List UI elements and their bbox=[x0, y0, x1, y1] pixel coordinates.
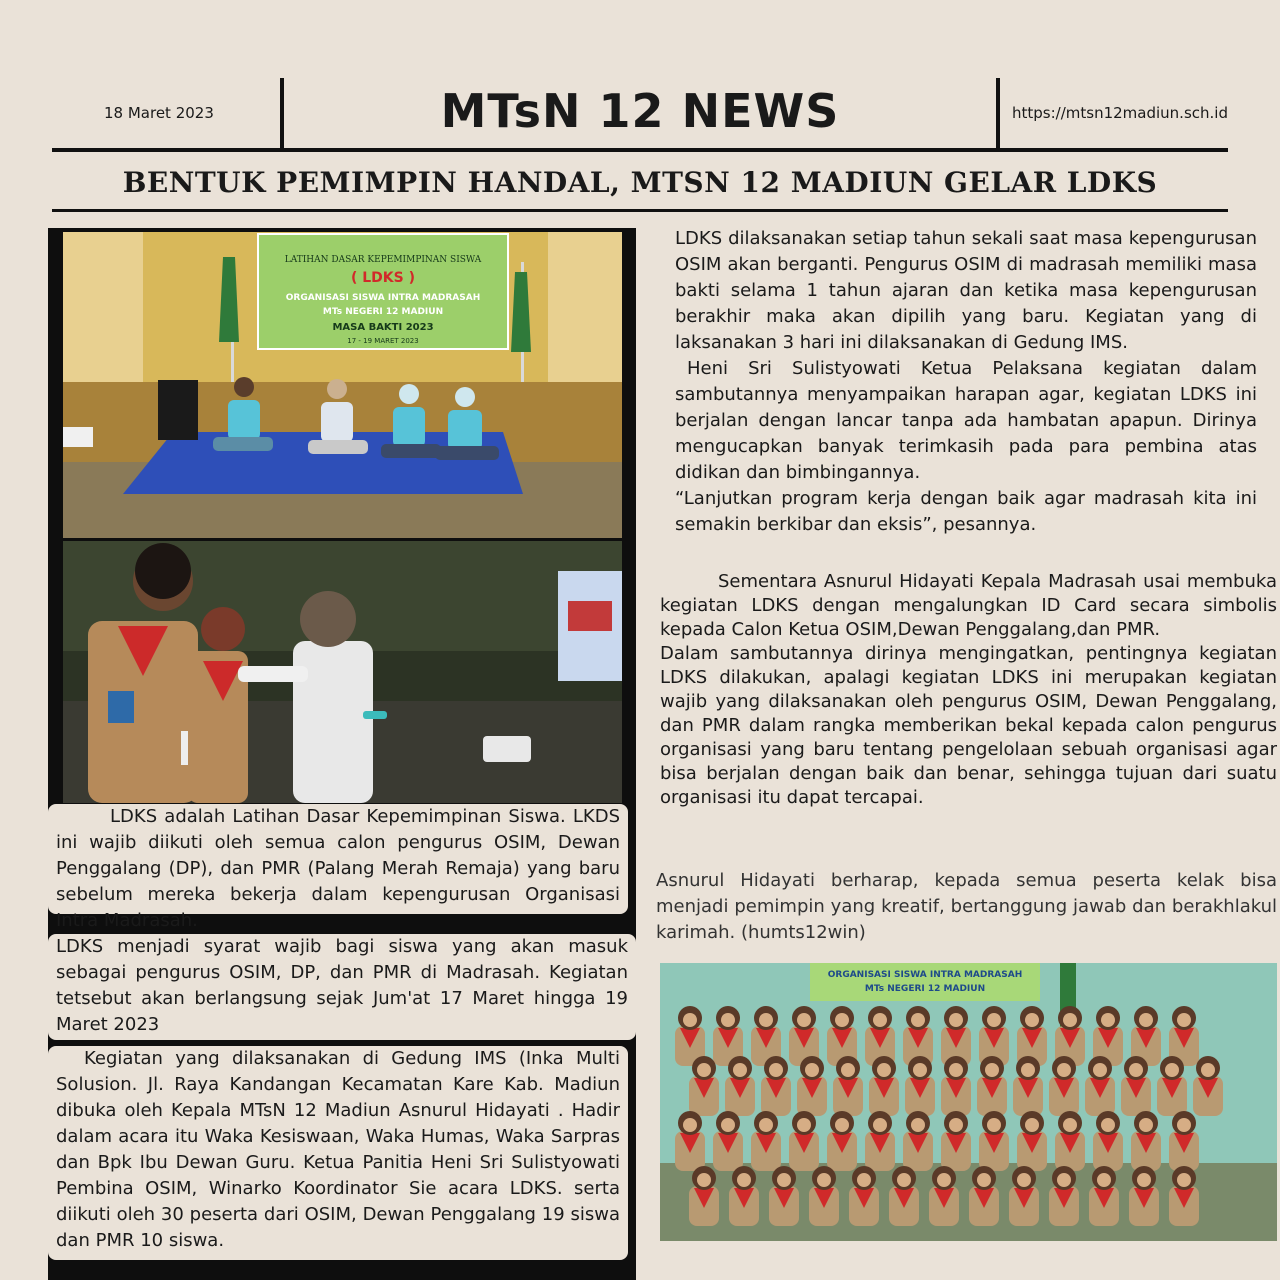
masthead-divider-left bbox=[280, 78, 284, 150]
masthead-divider-right bbox=[996, 78, 1000, 150]
right-text-block-1 bbox=[675, 226, 1257, 538]
right-paragraph-2: Heni Sri Sulistyowati Ketua Pelaksana kegiatan dalam sambutannya menyampaikan harapan agar, kegiatan LDKS ini berjalan dengan lancar tanpa ada hambatan apapun. Dirinya mengucapkan banyak terimkasih pada para pembina atas didikan dan bimbingannya. bbox=[675, 358, 1257, 483]
right-paragraph-3: “Lanjutkan program kerja dengan baik agar madrasah kita ini semakin berkibar dan eksis”, pesannya. bbox=[675, 488, 1257, 535]
banner-line-3: ORGANISASI SISWA INTRA MADRASAH bbox=[285, 293, 481, 303]
photo-id-card-ceremony bbox=[63, 541, 622, 803]
issue-date: 18 Maret 2023 bbox=[104, 104, 214, 122]
right-text-block-2 bbox=[660, 570, 1277, 810]
left-paragraph-2: LDKS menjadi syarat wajib bagi siswa yang akan masuk sebagai pengurus OSIM, DP, dan PMR di Madrasah. Kegiatan tetsebut akan berlangsung sejak Jum'at 17 Maret hingga 19 Maret 2023 bbox=[56, 936, 628, 1035]
website-url: https://mtsn12madiun.sch.id bbox=[1012, 104, 1228, 122]
article-headline: BENTUK PEMIMPIN HANDAL, MTSN 12 MADIUN GELAR LDKS bbox=[122, 166, 1158, 199]
photo-group-participants bbox=[660, 963, 1277, 1241]
banner-line-5: MASA BAKTI 2023 bbox=[332, 322, 434, 333]
masthead-rule bbox=[52, 148, 1228, 152]
banner-line-1: LATIHAN DASAR KEPEMIMPINAN SISWA bbox=[284, 255, 482, 265]
photo-stage-opening bbox=[63, 232, 622, 538]
group-banner-line-1: ORGANISASI SISWA INTRA MADRASAH bbox=[827, 970, 1023, 980]
left-text-box-1b bbox=[48, 934, 636, 1040]
left-paragraph-3: Kegiatan yang dilaksanakan di Gedung IMS (Inka Multi Solusion. Jl. Raya Kandangan Kecamatan Kare Kab. Madiun dibuka oleh Kepala MTsN 12 Madiun Asnurul Hidayati . Hadir dalam acara itu Waka Kesiswaan, Waka Humas, Waka Sarpras dan Bpk Ibu Dewan Guru. Ketua Panitia Heni Sri Sulistyowati Pembina OSIM, Winarko Koordinator Sie acara LDKS. serta diikuti oleh 30 peserta dari OSIM, Dewan Penggalang 19 siswa dan PMR 10 siswa. bbox=[56, 1048, 620, 1251]
right-paragraph-6: Asnurul Hidayati berharap, kepada semua peserta kelak bisa menjadi pemimpin yang kreatif, bertanggung jawab dan berakhlakul karimah. (humts12win) bbox=[656, 870, 1277, 943]
banner-line-4: MTs NEGERI 12 MADIUN bbox=[322, 307, 444, 317]
group-banner-line-2: MTs NEGERI 12 MADIUN bbox=[864, 984, 986, 994]
left-text-box-2 bbox=[48, 1046, 628, 1260]
left-text-box-1 bbox=[48, 804, 628, 931]
headline-rule bbox=[52, 209, 1228, 212]
right-paragraph-1: LDKS dilaksanakan setiap tahun sekali saat masa kepengurusan OSIM akan berganti. Pengurus OSIM di madrasah memiliki masa bakti selama 1 tahun ajaran dan ketika masa kepengurusan berakhir maka akan dipilih yang baru. Kegiatan yang di laksanakan 3 hari ini dilaksanakan di Gedung IMS. bbox=[675, 228, 1257, 353]
right-paragraph-5: Dalam sambutannya dirinya mengingatkan, pentingnya kegiatan LDKS dilakukan, apalagi kegiatan LDKS ini merupakan kegiatan wajib yang dilaksanakan oleh pengurus OSIM, Dewan Penggalang, dan PMR dalam rangka memberikan bekal kepada calon pengurus organisasi yang baru tentang pengelolaan sebuah organisasi agar bisa berjalan dengan baik dan benar, sehingga tujuan dari suatu organisasi itu dapat tercapai. bbox=[660, 643, 1277, 808]
right-text-block-3 bbox=[656, 868, 1277, 946]
newspaper-title: MTsN 12 NEWS bbox=[440, 84, 840, 138]
group-participants bbox=[675, 1006, 1223, 1226]
left-paragraph-1: LDKS adalah Latihan Dasar Kepemimpinan Siswa. LKDS ini wajib diikuti oleh semua calon pengurus OSIM, Dewan Penggalang (DP), dan PMR (Palang Merah Remaja) yang baru sebelum mereka bekerja dalam kepengurusan Organisasi Intra Madrasah. bbox=[56, 806, 620, 931]
banner-line-6: 17 - 19 MARET 2023 bbox=[347, 337, 419, 345]
right-paragraph-4: Sementara Asnurul Hidayati Kepala Madrasah usai membuka kegiatan LDKS dengan mengalungkan ID Card secara simbolis kepada Calon Ketua OSIM,Dewan Penggalang,dan PMR. bbox=[660, 571, 1277, 640]
banner-line-2: ( LDKS ) bbox=[350, 270, 416, 286]
